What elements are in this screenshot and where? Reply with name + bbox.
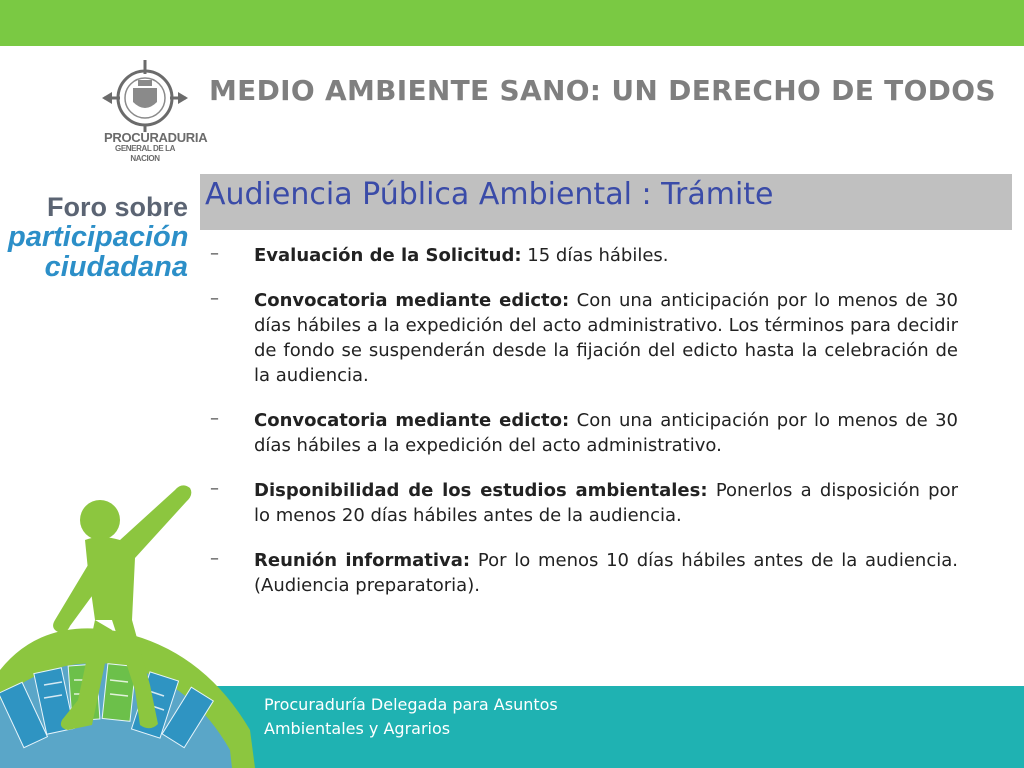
list-item (208, 548, 958, 598)
bullet-body: Con una anticipación por lo menos de 30 días hábiles a la expedición del acto administrativo. Los términos para decidir de fondo se suspenderán desde la fijación del edicto hasta la celebración de la audiencia. (254, 290, 958, 386)
bullet-text (254, 478, 958, 528)
list-item (208, 408, 958, 458)
page-title: MEDIO AMBIENTE SANO: UN DERECHO DE TODOS (209, 74, 996, 107)
footer-text (264, 693, 558, 741)
bullet-lead: Disponibilidad de los estudios ambientales: (254, 480, 708, 501)
bullet-text (254, 243, 958, 268)
bullet-body: 15 días hábiles. (521, 245, 669, 266)
list-item (208, 288, 958, 388)
bullet-marker: – (210, 478, 219, 499)
bullet-marker: – (210, 288, 219, 309)
bullet-body: Por lo menos 10 días hábiles antes de la audiencia. (Audiencia preparatoria). (254, 550, 958, 596)
bullet-body: Ponerlos a disposición por lo menos 20 días hábiles antes de la audiencia. (254, 480, 959, 526)
bullet-lead: Convocatoria mediante edicto: (254, 290, 570, 311)
section-title: Audiencia Pública Ambiental : Trámite (205, 177, 774, 212)
foro-line-2: participación (8, 221, 189, 253)
bullet-marker: – (210, 243, 219, 264)
bullet-text (254, 548, 958, 598)
foro-logo (8, 192, 188, 282)
org-name: PROCURADURIA (104, 130, 208, 145)
bullet-text (254, 408, 958, 458)
bullet-marker: – (210, 548, 219, 569)
bullet-lead: Convocatoria mediante edicto: (254, 410, 570, 431)
org-subtitle: GENERAL DE LA NACION (115, 144, 175, 163)
bullet-list (208, 243, 958, 618)
list-item (208, 478, 958, 528)
foro-line-3: ciudadana (44, 251, 188, 283)
list-item (208, 243, 958, 268)
bullet-lead: Reunión informativa: (254, 550, 471, 571)
city-person-illustration (0, 470, 260, 768)
bullet-marker: – (210, 408, 219, 429)
bullet-body: Con una anticipación por lo menos de 30 días hábiles a la expedición del acto administrativo. (254, 410, 958, 456)
foro-line-1: Foro sobre (46, 192, 188, 222)
org-logo-text (104, 130, 208, 164)
footer-line-1: Procuraduría Delegada para Asuntos (264, 695, 558, 714)
top-accent-bar (0, 0, 1024, 46)
bullet-text (254, 288, 958, 388)
bullet-lead: Evaluación de la Solicitud: (254, 245, 522, 266)
footer-line-2: Ambientales y Agrarios (264, 719, 451, 738)
